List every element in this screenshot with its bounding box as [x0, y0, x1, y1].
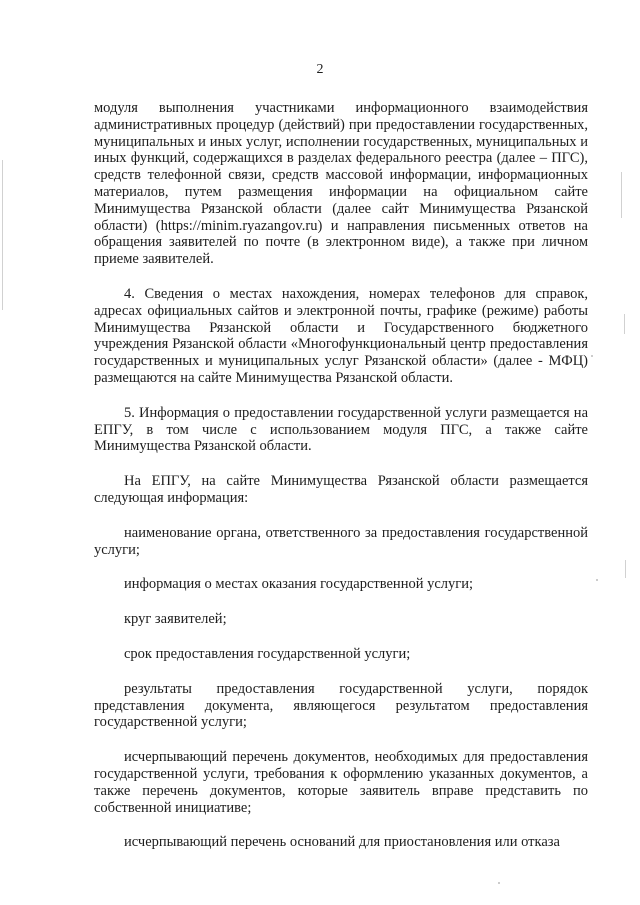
info-list-item-7: исчерпывающий перечень оснований для приостановления или отказа	[124, 834, 560, 851]
page-number: 2	[316, 62, 324, 77]
scan-artifact-right-edge-3	[625, 560, 626, 578]
scan-artifact-dot-3	[591, 355, 593, 357]
scan-artifact-right-edge-1	[621, 172, 622, 218]
info-list-item-6: исчерпывающий перечень документов, необходимых для предоставления государственной услуги, требования к оформлению указанных документов, а также перечень документов, которые заявитель вправе представить по собственной инициативе;	[94, 749, 588, 816]
info-lead-paragraph: На ЕПГУ, на сайте Минимущества Рязанской области размещается следующая информация:	[94, 473, 588, 506]
info-list-item-1: наименование органа, ответственного за предоставления государственной услуги;	[94, 524, 588, 558]
scan-artifact-right-edge-2	[624, 314, 625, 334]
info-list-item-4: срок предоставления государственной услуги;	[124, 645, 411, 662]
section-5-paragraph: 5. Информация о предоставлении государственной услуги размещается на ЕПГУ, в том числе с использованием модуля ПГС, а также сайте Минимущества Рязанской области.	[94, 404, 588, 455]
info-list-item-2: информация о местах оказания государственной услуги;	[124, 576, 473, 593]
scan-artifact-dot-1	[596, 579, 598, 581]
intro-paragraph: модуля выполнения участниками информационного взаимодействия административных процедур (действий) при предоставлении государственных, муниципальных и иных услуг, исполнении государственных, муниципальных и иных функций, содержащихся в разделах федерального реестра (далее – ПГС), средств телефонной связи, средств массовой информации, информационных материалов, путем размещения информации на официальном сайте Минимущества Рязанской области (далее сайт Минимущества Рязанской области) (https://minim.ryazangov.ru) и направления письменных ответов на обращения заявителей по почте (в электронном виде), а также при личном приеме заявителей.	[94, 100, 588, 268]
scan-artifact-dot-2	[498, 882, 500, 884]
section-4-paragraph: 4. Сведения о местах нахождения, номерах телефонов для справок, адресах официальных сайтов и электронной почты, графике (режиме) работы Минимущества Рязанской области и Государственного бюджетного учреждения Рязанской области «Многофункциональный центр предоставления государственных и муниципальных услуг Рязанской области» (далее - МФЦ) размещаются на сайте Минимущества Рязанской области.	[94, 285, 588, 386]
scan-artifact-left-edge	[2, 160, 3, 310]
info-list-item-5: результаты предоставления государственной услуги, порядок представления документа, являющегося результатом предоставления государственной услуги;	[94, 680, 588, 731]
info-list-item-3: круг заявителей;	[124, 611, 227, 628]
document-body	[94, 100, 588, 851]
